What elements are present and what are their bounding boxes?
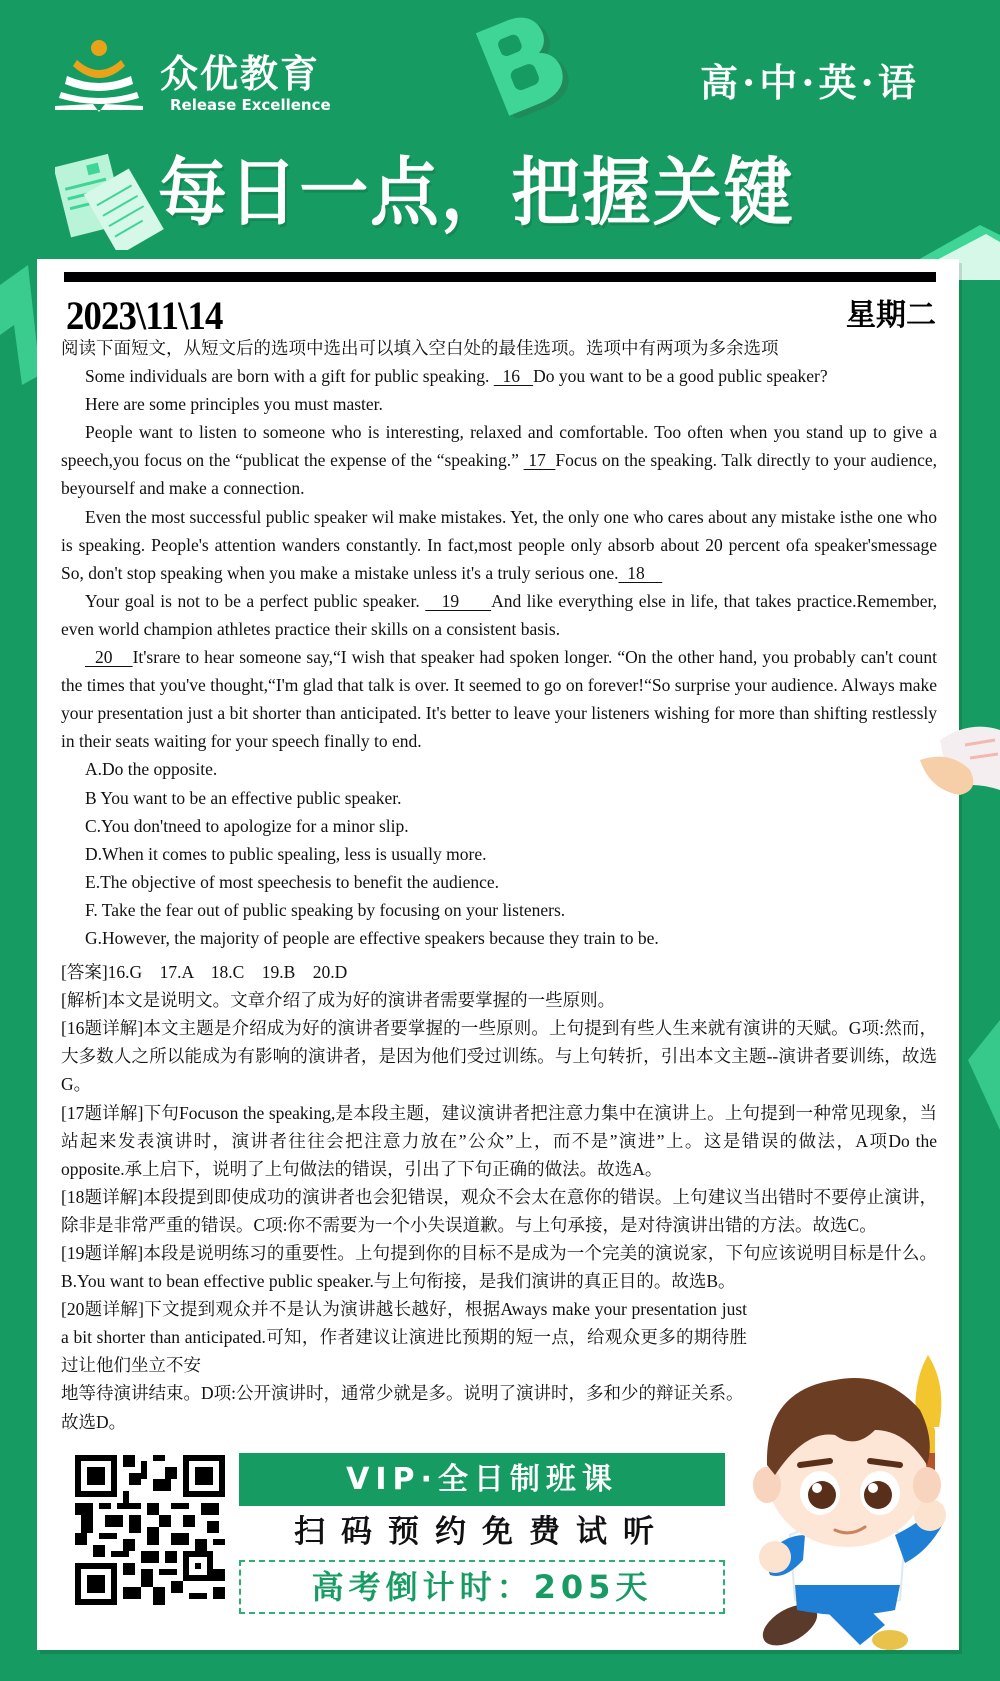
explanation-20: [20题详解]下文提到观众并不是认为演讲越长越好，根据Aways make your presentation just a bit shorter than anticipated.可知，作者建议让演进比预期的短一点，给观众更多的期待胜过让他们坐立不安 — [61, 1299, 747, 1376]
weekday-label: 星期二 — [846, 298, 936, 333]
option-f: F. Take the fear out of public speaking by focusing on your listeners. — [85, 899, 566, 920]
explanation-19: [19题详解]本段是说明练习的重要性。上句提到你的目标不是成为一个完美的演说家，下句应该说明目标是什么。B.You want to bean effective public speaker.与上句衔接，是我们演讲的真正目的。故选B。 — [61, 1243, 937, 1292]
countdown-value: 205天 — [533, 1568, 653, 1606]
option-b: B You want to be an effective public speaker. — [85, 787, 402, 808]
header-divider — [64, 272, 936, 282]
blank-17: 17 — [523, 450, 556, 471]
countdown-label: 高考倒计时： — [311, 1568, 534, 1606]
explanation-20-conclusion: 故选D。 — [61, 1411, 127, 1432]
mascot-illustration — [735, 1335, 960, 1650]
analysis-summary: [解析]本文是说明文。文章介绍了成为好的演讲者需要掌握的一些原则。 — [61, 990, 616, 1011]
option-g: G.However, the majority of people are effective speakers because they train to be. — [85, 927, 659, 948]
decorative-letter-a-icon — [958, 1020, 1000, 1130]
decorative-scroll-icon — [910, 720, 1000, 810]
blank-18: 18 — [618, 562, 663, 583]
brand-logo-icon — [55, 40, 143, 114]
decorative-letter-a-icon — [0, 265, 40, 385]
scan-to-book-text: 扫码预约免费试听 — [294, 1514, 670, 1550]
option-d: D.When it comes to public spealing, less is usually more. — [85, 843, 487, 864]
explanation-16: [16题详解]本文主题是介绍成为好的演讲者要掌握的一些原则。上句提到有些人生来就有演讲的天赋。G项:然而，大多数人之所以能成为有影响的演讲者，是因为他们受过训练。与上句转折，引出本文主题--演讲者要训练，故选G。 — [61, 1018, 937, 1095]
decorative-papers-icon — [55, 150, 165, 250]
brand-tagline-en: Release Excellence — [170, 96, 331, 114]
passage-paragraph-1: Some individuals are born with a gift for public speaking. 16 Do you want to be a good public speaker? — [85, 366, 828, 387]
decorative-letter-b-icon — [462, 8, 572, 118]
vip-course-banner: VIP·全日制班课 — [239, 1453, 725, 1506]
option-e: E.The objective of most speechesis to benefit the audience. — [85, 871, 500, 892]
brand-name-cn: 众优教育 — [160, 52, 321, 96]
explanation-20-continued: 地等待演讲结束。D项:公开演讲时，通常少就是多。说明了演讲时，多和少的辩证关系。 — [61, 1383, 744, 1404]
blank-19: 19 — [425, 590, 492, 611]
exercise-content — [61, 334, 937, 1436]
option-c: C.You don'tneed to apologize for a minor slip. — [85, 815, 409, 836]
passage-paragraph-5: Your goal is not to be a perfect public speaker. 19 And like everything else in life, that takes practice.Remember, even world champion athletes practice their skills on a consistent basis. — [61, 590, 938, 639]
passage-paragraph-2: Here are some principles you must master. — [85, 394, 383, 415]
passage-paragraph-6: 20 It'srare to hear someone say,“I wish that speaker had spoken longer. “On the other hand, you probably can't count the times that you've thought,“I'm glad that talk is over. It seemed to go on forever!“So surprise your audience. Always make your presentation just a bit shorter than anticipated. It's better to leave your listeners wishing for more than shifting restlessly in their seats waiting for your speech finally to end. — [61, 647, 937, 752]
option-a: A.Do the opposite. — [85, 759, 218, 780]
passage-paragraph-3: People want to listen to someone who is interesting, relaxed and comfortable. Too often when you stand up to give a speech,you focus on the “publicat the expense of the “speaking.” 17 Focus on the speaking. Talk directly to your audience, beyourself and make a connection. — [61, 422, 938, 499]
passage-paragraph-4: Even the most successful public speaker wil make mistakes. Yet, the only one who cares about any mistake isthe one who is speaking. People's attention wanders constantly. In fact,most people only absorb about 20 percent ofa speaker'smessage So, don't stop speaking when you make a mistake unless it's a truly serious one. 18 — [61, 506, 937, 583]
date-label: 2023\11\14 — [66, 293, 223, 338]
instruction-text: 阅读下面短文，从短文后的选项中选出可以填入空白处的最佳选项。选项中有两项为多余选项 — [61, 338, 779, 358]
page-slogan: 每日一点，把握关键 — [158, 150, 795, 236]
blank-16: 16 — [493, 366, 534, 387]
qr-code[interactable] — [75, 1455, 225, 1605]
exam-countdown — [239, 1560, 725, 1614]
explanation-17: [17题详解]下句Focuson the speaking,是本段主题，建议演讲者把注意力集中在演讲上。上句提到一种常见现象，当站起来发表演讲时，演讲者往往会把注意力放在”公众”上，而不是”演进”上。这是错误的做法，A项Do the opposite.承上启下，说明了上句做法的错误，引出了下句正确的做法。故选A。 — [61, 1102, 937, 1179]
explanation-18: [18题详解]本段提到即使成功的演讲者也会犯错误，观众不会太在意你的错误。上句建议当出错时不要停止演讲，除非是非常严重的错误。C项:你不需要为一个小失误道歉。与上句承接，是对待演讲出错的方法。故选C。 — [61, 1186, 937, 1235]
answer-key: [答案]16.G 17.A 18.C 19.B 20.D — [61, 962, 348, 983]
blank-20: 20 — [85, 647, 133, 668]
subject-label: 高·中·英·语 — [700, 60, 920, 105]
